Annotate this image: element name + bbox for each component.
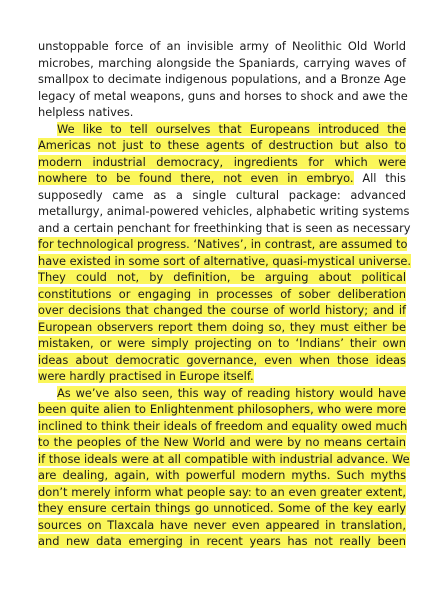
text-line: [38, 484, 406, 501]
text-line: [38, 385, 406, 402]
text-line: [38, 451, 410, 468]
highlighted-text: inclined to think their ideals of freedom and equality owed much: [38, 418, 408, 433]
text-segment: smallpox to decimate indigenous populations, and a Bronze Age: [38, 72, 406, 86]
text-line: [38, 170, 406, 187]
text-line: [38, 71, 406, 88]
highlighted-text: are dealing, again, with powerful modern myths. Such myths: [38, 468, 406, 482]
text-segment: metallurgy, animal-powered vehicles, alphabetic writing systems: [38, 204, 410, 218]
book-page: [38, 38, 412, 550]
highlighted-text: over decisions that changed the course of world history; and if: [38, 303, 406, 317]
highlighted-text: they ensure certain things go unnoticed. Some of the key early: [38, 501, 406, 515]
text-line: [38, 88, 406, 105]
highlighted-text: sources on Tlaxcala have never even appeared in translation,: [38, 517, 406, 532]
text-line: [38, 253, 412, 270]
text-line: [38, 220, 411, 237]
highlighted-text: mistaken, or were simply projecting on to ‘Indians’ their own: [38, 336, 406, 350]
highlighted-text: and new data emerging in recent years has not really been: [38, 534, 406, 548]
text-line: [38, 187, 406, 204]
text-line: [38, 203, 410, 220]
text-line: [38, 269, 406, 286]
text-segment: legacy of metal weapons, guns and horses to shock and awe the: [38, 88, 408, 103]
text-segment: microbes, marching alongside the Spaniards, carrying waves of: [38, 55, 406, 70]
text-line: [38, 335, 406, 352]
text-line: [38, 154, 406, 171]
text-line: [38, 434, 406, 451]
text-line: [38, 319, 406, 336]
text-line: [38, 517, 406, 534]
text-line: [38, 418, 406, 435]
text-segment: unstoppable force of an invisible army of Neolithic Old World: [38, 39, 406, 53]
text-segment: All this: [353, 171, 406, 185]
highlighted-text: European observers report them doing so, they must either be: [38, 319, 406, 334]
page-text: [38, 38, 412, 550]
highlighted-text: for technological progress. ‘Natives’, in contrast, are assumed to: [38, 237, 408, 251]
highlighted-text: nowhere to be found there, not even in embryo.: [38, 171, 354, 185]
text-segment: helpless natives.: [38, 105, 134, 119]
highlighted-text: been quite alien to Enlightenment philosophers, who were more: [38, 402, 406, 416]
highlighted-text: modern industrial democracy, ingredients for which were: [38, 154, 406, 169]
text-segment: supposedly came as a single cultural package: advanced: [38, 187, 406, 202]
highlighted-text: don’t merely inform what people say: to an even greater extent,: [38, 484, 406, 499]
text-line: [38, 286, 406, 303]
highlighted-text: were hardly practised in Europe itself.: [38, 369, 254, 383]
text-line: [38, 104, 406, 121]
text-line: [38, 533, 406, 550]
text-line: [38, 302, 406, 319]
text-line: [38, 55, 406, 72]
highlighted-text: Americas not just to these agents of destruction but also to: [38, 138, 406, 152]
text-line: [38, 401, 406, 418]
highlighted-text: ideas about democratic governance, even when those ideas: [38, 352, 406, 367]
highlighted-text: constitutions or engaging in processes of sober deliberation: [38, 286, 406, 301]
text-line: [38, 500, 406, 517]
highlighted-text: have existed in some sort of alternative, quasi-mystical universe.: [38, 253, 412, 268]
text-line: [38, 352, 406, 369]
text-line: [38, 121, 406, 138]
text-line: [38, 467, 406, 484]
highlighted-text: to the peoples of the New World and were by no means certain: [38, 435, 406, 449]
highlighted-text: We like to tell ourselves that Europeans introduced the: [57, 121, 406, 136]
highlighted-text: They could not, by definition, be arguing about political: [38, 270, 406, 284]
highlighted-text: if those ideals were at all compatible with industrial advance. We: [38, 451, 410, 466]
text-line: [38, 236, 406, 253]
text-line: [38, 137, 406, 154]
highlighted-text: As we’ve also seen, this way of reading history would have: [57, 385, 406, 400]
text-line: [38, 38, 406, 55]
text-line: [38, 368, 406, 385]
text-segment: and a certain penchant for freethinking that is seen as necessary: [38, 220, 411, 235]
